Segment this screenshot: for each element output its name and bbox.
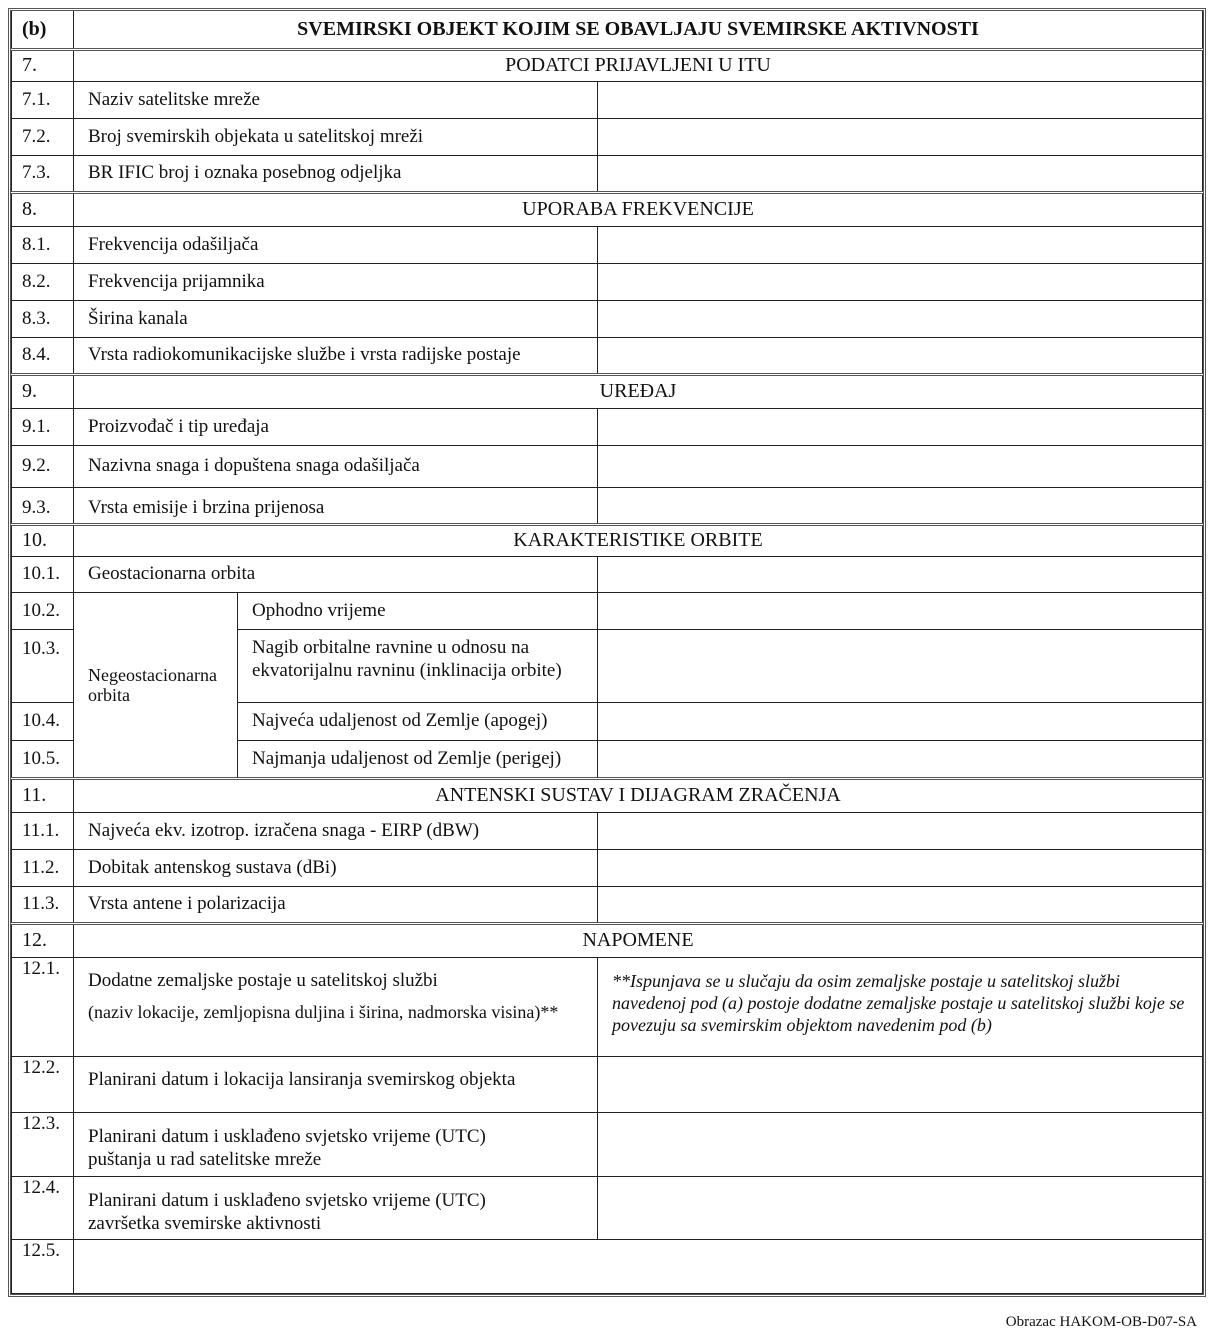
- value-field[interactable]: [598, 263, 1203, 300]
- form-row-11-2: [12, 849, 1203, 886]
- row-label: Nagib orbitalne ravnine u odnosu na ekvatorijalnu ravninu (inklinacija orbite): [238, 629, 598, 702]
- row-label: Frekvencija odašiljača: [74, 226, 598, 263]
- form-row-12-3: [12, 1112, 1203, 1176]
- section-9-header: [12, 374, 1203, 408]
- row-label: Broj svemirskih objekata u satelitskoj mreži: [74, 118, 598, 155]
- value-field[interactable]: [598, 408, 1203, 445]
- row-number: 12.5.: [12, 1239, 74, 1293]
- section-number: 7.: [12, 49, 74, 81]
- form-row-7-3: [12, 155, 1203, 192]
- row-label: Najmanja udaljenost od Zemlje (perigej): [238, 740, 598, 778]
- row-number: 10.4.: [12, 702, 74, 740]
- value-field[interactable]: [598, 155, 1203, 192]
- row-label: Ophodno vrijeme: [238, 592, 598, 629]
- row-label: Dodatne zemaljske postaje u satelitskoj službi: [88, 969, 438, 991]
- row-number: 11.2.: [12, 849, 74, 886]
- section-number: 9.: [12, 374, 74, 408]
- section-number: 10.: [12, 524, 74, 556]
- row-number: 8.1.: [12, 226, 74, 263]
- row-number: 9.2.: [12, 445, 74, 487]
- row-label: Najveća udaljenost od Zemlje (apogej): [238, 702, 598, 740]
- form-row-8-3: [12, 300, 1203, 337]
- row-number: 10.2.: [12, 592, 74, 629]
- form-row-8-1: [12, 226, 1203, 263]
- form-row-12-1: [12, 957, 1203, 1056]
- row-label: Frekvencija prijamnika: [74, 263, 598, 300]
- value-field[interactable]: [74, 1239, 1203, 1293]
- form-row-10-1: [12, 556, 1203, 592]
- value-field[interactable]: [598, 740, 1203, 778]
- row-number: 11.1.: [12, 812, 74, 849]
- row-number: 12.1.: [12, 957, 74, 1056]
- value-field[interactable]: [598, 300, 1203, 337]
- row-label: Vrsta antene i polarizacija: [74, 886, 598, 923]
- value-field[interactable]: [598, 886, 1203, 923]
- form-code-footer: Obrazac HAKOM-OB-D07-SA: [1005, 1314, 1197, 1330]
- section-title: ANTENSKI SUSTAV I DIJAGRAM ZRAČENJA: [74, 778, 1203, 812]
- row-label: Dobitak antenskog sustava (dBi): [74, 849, 598, 886]
- row-number: 9.3.: [12, 487, 74, 524]
- space-object-form: [11, 11, 1203, 1294]
- section-7-header: [12, 49, 1203, 81]
- section-8-header: [12, 192, 1203, 226]
- part-label: (b): [12, 11, 74, 49]
- value-field[interactable]: [598, 445, 1203, 487]
- value-field[interactable]: [598, 1112, 1203, 1176]
- row-number: 12.2.: [12, 1056, 74, 1112]
- form-row-8-4: [12, 337, 1203, 374]
- form-title: SVEMIRSKI OBJEKT KOJIM SE OBAVLJAJU SVEMIRSKE AKTIVNOSTI: [74, 11, 1203, 49]
- row-label: Nazivna snaga i dopuštena snaga odašiljača: [74, 445, 598, 487]
- row-label: Naziv satelitske mreže: [74, 81, 598, 118]
- value-field[interactable]: [598, 629, 1203, 702]
- value-field[interactable]: [598, 849, 1203, 886]
- form-row-12-4: [12, 1176, 1203, 1239]
- row-sublabel: (naziv lokacije, zemljopisna duljina i širina, nadmorska visina)**: [88, 1001, 559, 1022]
- form-row-11-1: [12, 812, 1203, 849]
- value-field[interactable]: [598, 1176, 1203, 1239]
- value-field[interactable]: [598, 487, 1203, 524]
- section-number: 12.: [12, 923, 74, 957]
- value-field[interactable]: [598, 812, 1203, 849]
- row-label: Planirani datum i lokacija lansiranja svemirskog objekta: [74, 1056, 598, 1112]
- section-title: UPORABA FREKVENCIJE: [74, 192, 1203, 226]
- section-title: KARAKTERISTIKE ORBITE: [74, 524, 1203, 556]
- row-number: 7.1.: [12, 81, 74, 118]
- row-label: BR IFIC broj i oznaka posebnog odjeljka: [74, 155, 598, 192]
- value-field[interactable]: [598, 556, 1203, 592]
- value-field[interactable]: [598, 1056, 1203, 1112]
- row-number: 10.3.: [12, 629, 74, 702]
- row-number: 12.3.: [12, 1112, 74, 1176]
- row-number: 8.2.: [12, 263, 74, 300]
- row-label: Proizvođač i tip uređaja: [74, 408, 598, 445]
- row-label: Širina kanala: [74, 300, 598, 337]
- form-row-12-5: [12, 1239, 1203, 1293]
- form-row-12-2: [12, 1056, 1203, 1112]
- form-row-9-1: [12, 408, 1203, 445]
- row-number: 11.3.: [12, 886, 74, 923]
- row-number: 8.3.: [12, 300, 74, 337]
- section-title: NAPOMENE: [74, 923, 1203, 957]
- section-12-header: [12, 923, 1203, 957]
- row-label-block: [74, 957, 598, 1056]
- value-field[interactable]: [598, 702, 1203, 740]
- value-field[interactable]: [598, 592, 1203, 629]
- row-number: 10.5.: [12, 740, 74, 778]
- form-row-7-2: [12, 118, 1203, 155]
- value-field[interactable]: [598, 118, 1203, 155]
- section-11-header: [12, 778, 1203, 812]
- row-label: Planirani datum i usklađeno svjetsko vrijeme (UTC) puštanja u rad satelitske mreže: [74, 1112, 598, 1176]
- footnote-text: **Ispunjava se u slučaju da osim zemaljske postaje u satelitskoj službi navedenoj pod (a) postoje dodatne zemaljske postaje u satelitskoj službi koje se povezuju sa svemirskim objektom navedenim pod (b): [598, 957, 1203, 1056]
- value-field[interactable]: [598, 81, 1203, 118]
- row-number: 7.2.: [12, 118, 74, 155]
- form-row-11-3: [12, 886, 1203, 923]
- section-number: 11.: [12, 778, 74, 812]
- form-row-9-2: [12, 445, 1203, 487]
- row-number: 8.4.: [12, 337, 74, 374]
- row-label: Najveća ekv. izotrop. izračena snaga - EIRP (dBW): [74, 812, 598, 849]
- value-field[interactable]: [598, 226, 1203, 263]
- row-label: Vrsta radiokomunikacijske službe i vrsta radijske postaje: [74, 337, 598, 374]
- form-row-10-2: [12, 592, 1203, 629]
- value-field[interactable]: [598, 337, 1203, 374]
- row-label: Planirani datum i usklađeno svjetsko vrijeme (UTC) završetka svemirske aktivnosti: [74, 1176, 598, 1239]
- section-title: UREĐAJ: [74, 374, 1203, 408]
- section-10-header: [12, 524, 1203, 556]
- form-row-9-3: [12, 487, 1203, 524]
- row-number: 7.3.: [12, 155, 74, 192]
- row-label: Geostacionarna orbita: [74, 556, 598, 592]
- form-row-7-1: [12, 81, 1203, 118]
- form-row-8-2: [12, 263, 1203, 300]
- row-number: 9.1.: [12, 408, 74, 445]
- row-number: 12.4.: [12, 1176, 74, 1239]
- nongeo-group-label: Negeostacionarna orbita: [74, 592, 238, 778]
- section-number: 8.: [12, 192, 74, 226]
- form-table-frame: [8, 8, 1206, 1297]
- form-header-row: [12, 11, 1203, 49]
- row-number: 10.1.: [12, 556, 74, 592]
- row-label: Vrsta emisije i brzina prijenosa: [74, 487, 598, 524]
- section-title: PODATCI PRIJAVLJENI U ITU: [74, 49, 1203, 81]
